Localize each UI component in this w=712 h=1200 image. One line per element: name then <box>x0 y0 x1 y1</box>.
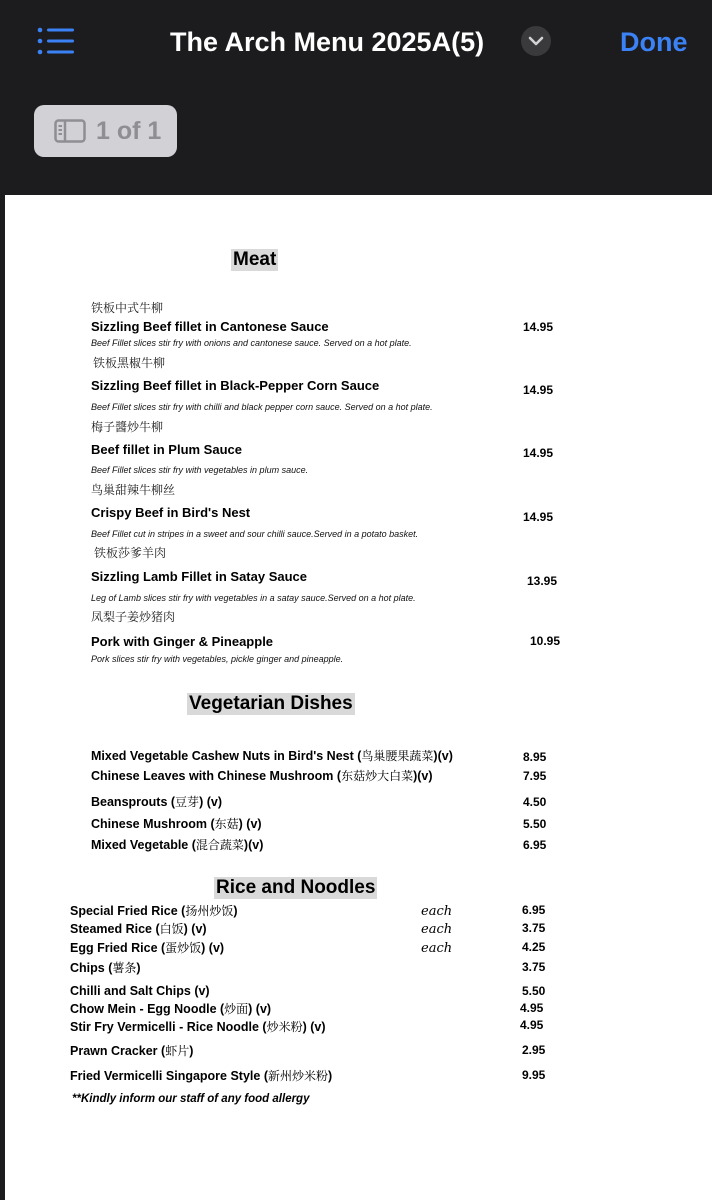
dish-name: Sizzling Beef fillet in Cantonese Sauce <box>91 319 329 334</box>
document-page <box>5 195 712 1200</box>
section-heading-meat: Meat <box>233 249 277 270</box>
dish-price: 4.95 <box>520 1001 544 1015</box>
dish-description: Beef Fillet cut in stripes in a sweet and sour chilli sauce.Served in a potato basket. <box>91 529 419 539</box>
dish-chinese-name: 鸟巢甜辣牛柳丝 <box>91 483 176 497</box>
dish-chinese-name: 铁板黑椒牛柳 <box>93 356 166 370</box>
rice-dish-name: Stir Fry Vermicelli - Rice Noodle (炒米粉) (v) <box>70 1020 326 1034</box>
rice-dish-name: Egg Fried Rice (蛋炒饭) (v) <box>70 941 225 955</box>
dish-chinese-name: 铁板莎爹羊肉 <box>94 546 167 560</box>
page-indicator-label: 1 of 1 <box>96 117 162 145</box>
each-label: each <box>421 904 453 919</box>
dish-description: Leg of Lamb slices stir fry with vegetables in a satay sauce.Served on a hot plate. <box>91 593 416 603</box>
dish-price: 5.50 <box>523 817 547 831</box>
list-icon[interactable] <box>36 26 76 56</box>
page-indicator-button[interactable] <box>34 105 177 157</box>
rice-dish-name: Chips (薯条) <box>70 961 141 975</box>
dish-price: 6.95 <box>522 903 546 917</box>
dish-price: 7.95 <box>523 769 547 783</box>
dish-description: Beef Fillet slices stir fry with onions and cantonese sauce. Served on a hot plate. <box>91 338 412 348</box>
dish-name: Sizzling Lamb Fillet in Satay Sauce <box>91 569 307 584</box>
document-title: The Arch Menu 2025A(5) <box>170 27 485 57</box>
dish-price: 10.95 <box>530 634 561 648</box>
dish-price: 4.95 <box>520 1018 544 1032</box>
dish-price: 9.95 <box>522 1068 546 1082</box>
each-label: each <box>421 922 453 937</box>
dish-description: Beef Fillet slices stir fry with chilli and black pepper corn sauce. Served on a hot plate. <box>91 402 433 412</box>
veg-dish-name: Beansprouts (豆芽) (v) <box>91 795 222 809</box>
dish-price: 3.75 <box>522 960 546 974</box>
dish-name: Pork with Ginger & Pineapple <box>91 634 274 649</box>
rice-dish-name: Chow Mein - Egg Noodle (炒面) (v) <box>70 1002 272 1016</box>
rice-dish-name: Fried Vermicelli Singapore Style (新州炒米粉) <box>70 1069 333 1083</box>
section-heading-vegetarian: Vegetarian Dishes <box>189 693 353 714</box>
rice-dish-name: Prawn Cracker (虾片) <box>70 1044 194 1058</box>
veg-dish-name: Chinese Mushroom (东菇) (v) <box>91 817 262 831</box>
dish-price: 5.50 <box>522 984 546 998</box>
veg-dish-name: Mixed Vegetable Cashew Nuts in Bird's Nest (鸟巢腰果蔬菜)(v) <box>91 749 453 763</box>
dish-price: 14.95 <box>523 383 554 397</box>
dish-price: 2.95 <box>522 1043 546 1057</box>
dish-price: 13.95 <box>527 574 558 588</box>
dish-chinese-name: 铁板中式牛柳 <box>91 301 164 315</box>
veg-dish-name: Mixed Vegetable (混合蔬菜)(v) <box>91 838 264 852</box>
dish-price: 4.50 <box>523 795 547 809</box>
dish-chinese-name: 凤梨子姜炒猪肉 <box>91 610 176 624</box>
sidebar-icon <box>54 119 86 148</box>
rice-dish-name: Chilli and Salt Chips (v) <box>70 984 210 998</box>
section-heading-rice-noodles: Rice and Noodles <box>216 877 376 898</box>
chevron-down-icon[interactable] <box>521 26 551 56</box>
dish-price: 8.95 <box>523 750 547 764</box>
done-button[interactable]: Done <box>620 27 688 57</box>
dish-price: 14.95 <box>523 446 554 460</box>
dish-price: 14.95 <box>523 510 554 524</box>
top-toolbar <box>0 0 712 195</box>
each-label: each <box>421 941 453 956</box>
dish-price: 6.95 <box>523 838 547 852</box>
allergy-footnote: **Kindly inform our staff of any food allergy <box>72 1093 310 1105</box>
veg-dish-name: Chinese Leaves with Chinese Mushroom (东菇炒大白菜)(v) <box>91 769 433 783</box>
rice-dish-name: Special Fried Rice (扬州炒饭) <box>70 904 238 918</box>
dish-price: 3.75 <box>522 921 546 935</box>
rice-dish-name: Steamed Rice (白饭) (v) <box>70 922 207 936</box>
dish-description: Beef Fillet slices stir fry with vegetables in plum sauce. <box>91 465 309 475</box>
dish-description: Pork slices stir fry with vegetables, pickle ginger and pineapple. <box>91 654 344 664</box>
dish-price: 4.25 <box>522 940 546 954</box>
dish-name: Sizzling Beef fillet in Black-Pepper Corn Sauce <box>91 378 380 393</box>
dish-name: Crispy Beef in Bird's Nest <box>91 505 251 520</box>
dish-chinese-name: 梅子醬炒牛柳 <box>91 420 164 434</box>
dish-price: 14.95 <box>523 320 554 334</box>
dish-name: Beef fillet in Plum Sauce <box>91 442 242 457</box>
